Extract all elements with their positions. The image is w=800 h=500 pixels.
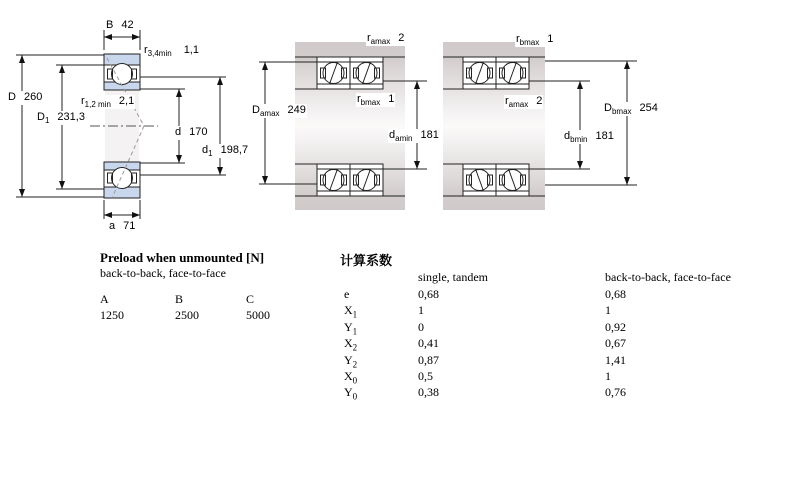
preload-col-header: C [246, 292, 255, 306]
factor-symbol: $Y_1$ [344, 319, 358, 337]
dim-label-a: a 71 [108, 220, 136, 234]
dim-label-dbmin: $d_{bmin}$ 181 [564, 130, 614, 145]
factor-symbol: $X_0$ [344, 368, 358, 386]
factor-value: 0,67 [605, 336, 626, 351]
factors-col2-header: back-to-back, face-to-face [605, 270, 731, 284]
preload-title: Preload when unmounted [N] [100, 250, 265, 265]
dim-label-D: D 260 [7, 91, 43, 105]
factor-value: 1,41 [605, 352, 626, 367]
preload-col-header: B [175, 292, 184, 306]
factor-value: 0,68 [605, 287, 626, 301]
factor-symbol: $Y_2$ [344, 352, 358, 369]
preload-value: 5000 [246, 308, 270, 322]
dim-label-ramax-a: $r_{amax}$ 2 [367, 32, 405, 47]
factors-col1-header: single, tandem [418, 270, 488, 284]
preload-table [100, 291, 316, 323]
factors-table [344, 287, 765, 402]
dim-label-B: B 42 [105, 19, 135, 33]
dim-label-ramax-b: $r_{amax}$ 2 [505, 95, 543, 110]
factor-symbol: $X_2$ [344, 336, 358, 353]
factor-value: 0,5 [418, 368, 433, 383]
dim-label-d1: $d_1$ 198,7 [202, 144, 249, 159]
dim-label-r12min: $r_{1,2 min}$ 2,1 [81, 95, 135, 110]
factor-value: 1 [605, 368, 611, 383]
dim-label-r34min: $r_{3,4min}$ 1,1 [144, 44, 199, 59]
dim-label-rbmax-b: $r_{bmax}$ 1 [516, 33, 554, 48]
duplex-pair-drawing-a [259, 42, 427, 210]
preload-value: 1250 [100, 308, 124, 322]
factor-symbol: $Y_0$ [344, 385, 358, 402]
dim-label-Dbmax: $D_{bmax}$ 254 [604, 102, 658, 117]
factors-title: 计算系数 [340, 253, 393, 268]
preload-value: 2500 [175, 308, 199, 322]
dim-label-Damax: $D_{amax}$ 249 [252, 104, 306, 119]
factor-value: 0,76 [605, 385, 626, 400]
factor-value: 1 [418, 303, 424, 318]
duplex-pair-drawing-b [443, 42, 637, 210]
factor-value: 0,92 [605, 319, 626, 334]
factor-value: 0,41 [418, 336, 439, 351]
factor-symbol: $X_1$ [344, 303, 358, 320]
factor-value: 0,68 [418, 287, 439, 301]
dim-label-D1: $D_1$ 231,3 [37, 111, 85, 126]
factor-value: 1 [605, 303, 611, 318]
preload-subtitle: back-to-back, face-to-face [100, 266, 226, 280]
factor-symbol: e [344, 287, 350, 301]
preload-col-header: A [100, 292, 109, 306]
dim-label-rbmax-a: $r_{bmax}$ 1 [357, 93, 395, 108]
factor-value: 0 [418, 319, 424, 334]
dim-label-damin: $d_{amin}$ 181 [389, 129, 439, 144]
dim-label-d: d 170 [174, 126, 208, 140]
factor-value: 0,38 [418, 385, 439, 400]
factor-value: 0,87 [418, 352, 439, 367]
